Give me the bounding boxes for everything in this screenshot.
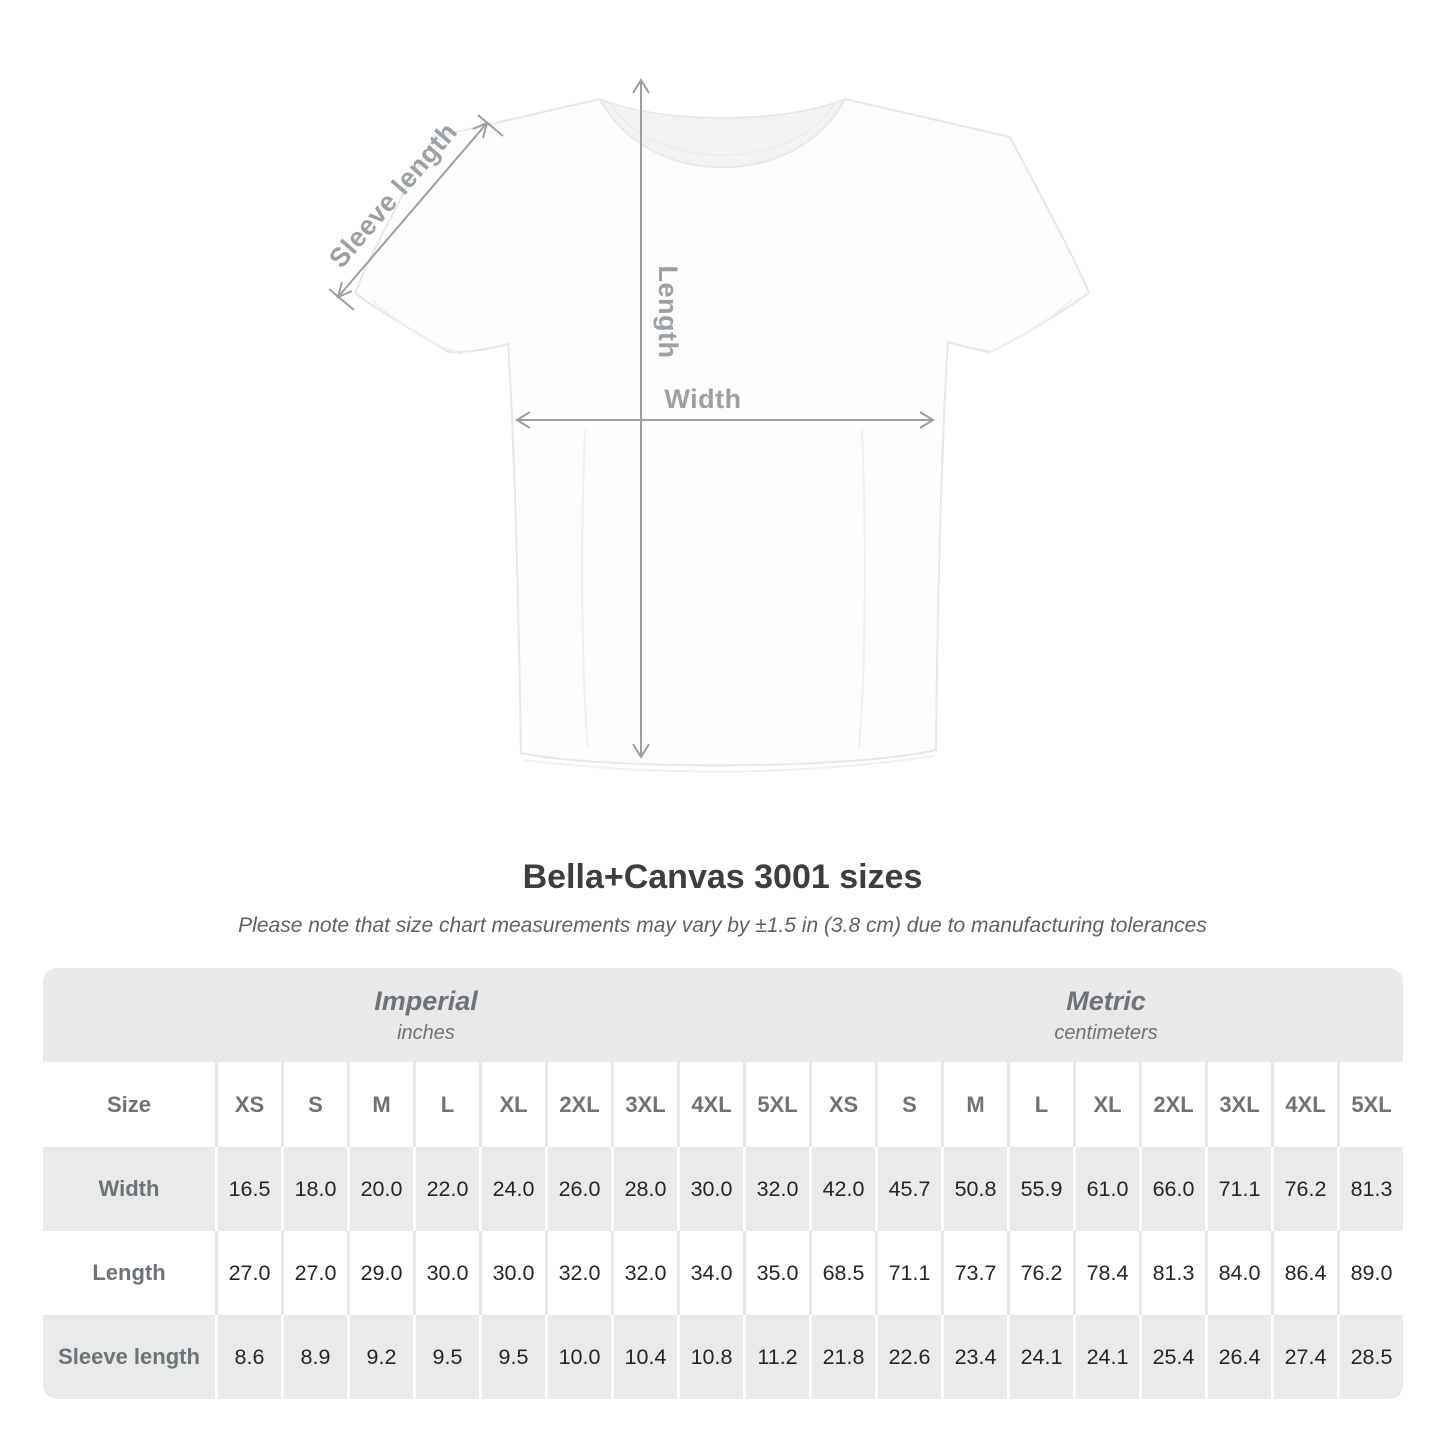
value-cell: 42.0 [809,1147,875,1231]
value-cell: 29.0 [347,1231,413,1315]
value-cell: 84.0 [1205,1231,1271,1315]
size-header-cell: L [413,1062,479,1147]
size-header-cell: M [941,1062,1007,1147]
size-header-cell: M [347,1062,413,1147]
value-cell: 18.0 [281,1147,347,1231]
value-cell: 66.0 [1139,1147,1205,1231]
size-header-cell: 3XL [1205,1062,1271,1147]
size-header-cell: XL [1073,1062,1139,1147]
size-header-cell: 5XL [1337,1062,1403,1147]
value-cell: 9.2 [347,1315,413,1399]
value-cell: 30.0 [479,1231,545,1315]
value-cell: 34.0 [677,1231,743,1315]
tolerance-note: Please note that size chart measurements may vary by ±1.5 in (3.8 cm) due to manufacturing tolerances [238,914,1207,937]
width-label: Width [664,384,742,414]
value-cell: 71.1 [1205,1147,1271,1231]
value-cell: 24.1 [1007,1315,1073,1399]
value-cell: 78.4 [1073,1231,1139,1315]
value-cell: 71.1 [875,1231,941,1315]
value-cell: 21.8 [809,1315,875,1399]
value-cell: 28.5 [1337,1315,1403,1399]
unit-header-band [43,968,1403,1062]
value-cell: 45.7 [875,1147,941,1231]
value-cell: 9.5 [479,1315,545,1399]
table-row [43,1147,1403,1231]
value-cell: 26.0 [545,1147,611,1231]
size-header-cell: 4XL [677,1062,743,1147]
value-cell: 35.0 [743,1231,809,1315]
value-cell: 50.8 [941,1147,1007,1231]
page-title: Bella+Canvas 3001 sizes [522,858,923,896]
row-label-cell: Length [92,1260,166,1285]
value-cell: 20.0 [347,1147,413,1231]
value-cell: 23.4 [941,1315,1007,1399]
size-header-cell: S [875,1062,941,1147]
value-cell: 27.0 [281,1231,347,1315]
value-cell: 30.0 [413,1231,479,1315]
value-cell: 61.0 [1073,1147,1139,1231]
value-cell: 28.0 [611,1147,677,1231]
value-cell: 68.5 [809,1231,875,1315]
value-cell: 11.2 [743,1315,809,1399]
unit-group-unit: inches [397,1021,455,1044]
value-cell: 32.0 [545,1231,611,1315]
value-cell: 81.3 [1337,1147,1403,1231]
value-cell: 10.4 [611,1315,677,1399]
size-header-cell: S [281,1062,347,1147]
size-column-header: Size [106,1091,152,1117]
value-cell: 86.4 [1271,1231,1337,1315]
value-cell: 32.0 [743,1147,809,1231]
value-cell: 25.4 [1139,1315,1205,1399]
tshirt-shape [355,99,1089,772]
value-cell: 30.0 [677,1147,743,1231]
value-cell: 89.0 [1337,1231,1403,1315]
value-cell: 81.3 [1139,1231,1205,1315]
value-cell: 8.6 [215,1315,281,1399]
length-label: Length [653,265,683,359]
size-table [43,968,1403,1399]
unit-group-imperial [43,968,809,1062]
value-cell: 10.0 [545,1315,611,1399]
size-header-cell: XL [479,1062,545,1147]
unit-group-name: Metric [1066,985,1146,1016]
value-cell: 55.9 [1007,1147,1073,1231]
size-header-cell: 4XL [1271,1062,1337,1147]
size-header-cell: 2XL [545,1062,611,1147]
value-cell: 24.0 [479,1147,545,1231]
value-cell: 16.5 [215,1147,281,1231]
table-row [43,1062,1403,1147]
size-header-cell: 2XL [1139,1062,1205,1147]
value-cell: 10.8 [677,1315,743,1399]
size-table-rows [43,1062,1403,1399]
value-cell: 9.5 [413,1315,479,1399]
value-cell: 26.4 [1205,1315,1271,1399]
value-cell: 27.4 [1271,1315,1337,1399]
value-cell: 22.0 [413,1147,479,1231]
table-row [43,1315,1403,1399]
table-row [43,1231,1403,1315]
size-header-cell: XS [809,1062,875,1147]
sleeve-length-label: Sleeve length [323,116,464,274]
row-label-cell: Width [98,1176,160,1201]
unit-group-unit: centimeters [1054,1021,1158,1044]
unit-group-metric [809,968,1403,1062]
row-label-cell: Sleeve length [58,1344,200,1369]
value-cell: 73.7 [941,1231,1007,1315]
value-cell: 76.2 [1007,1231,1073,1315]
size-header-cell: 5XL [743,1062,809,1147]
value-cell: 24.1 [1073,1315,1139,1399]
size-header-cell: XS [215,1062,281,1147]
size-header-cell: L [1007,1062,1073,1147]
value-cell: 76.2 [1271,1147,1337,1231]
size-header-cell: 3XL [611,1062,677,1147]
unit-group-name: Imperial [374,985,478,1016]
value-cell: 32.0 [611,1231,677,1315]
value-cell: 22.6 [875,1315,941,1399]
value-cell: 27.0 [215,1231,281,1315]
value-cell: 8.9 [281,1315,347,1399]
